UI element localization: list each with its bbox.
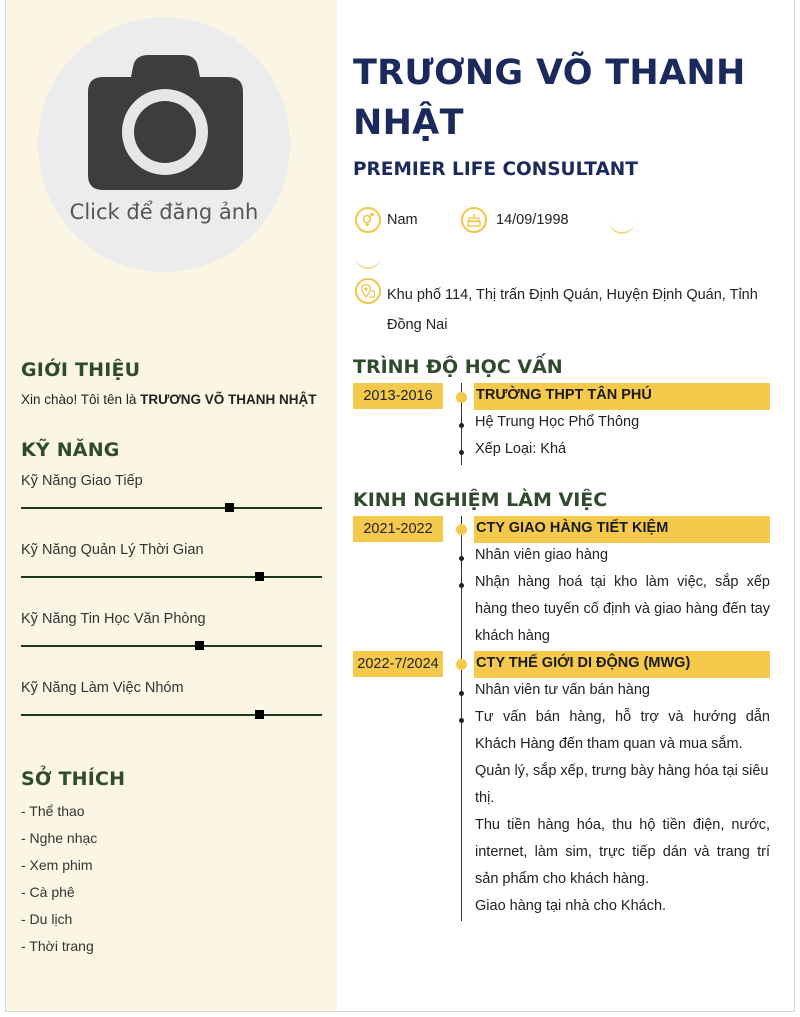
intro-title: GIỚI THIỆU <box>21 359 141 381</box>
intro-text <box>21 392 321 407</box>
education-detail: Xếp Loại: Khá <box>475 441 567 457</box>
cake-icon <box>461 207 487 233</box>
photo-upload[interactable] <box>38 17 290 272</box>
map-pin-icon <box>355 278 381 304</box>
job-description-extra: Quản lý, sắp xếp, trưng bày hàng hóa tại siêu thị. <box>475 763 769 806</box>
education-period: 2013-2016 <box>353 383 443 409</box>
skill-bar <box>21 576 322 578</box>
job-role: Nhân viên tư vấn bán hàng <box>475 682 650 698</box>
skill-label: Kỹ Năng Tin Học Văn Phòng <box>21 611 206 627</box>
experience-period: 2022-7/2024 <box>353 651 443 677</box>
skill-bar <box>21 507 322 509</box>
company-name: CTY GIAO HÀNG TIẾT KIỆM <box>476 520 669 536</box>
camera-icon <box>88 55 243 190</box>
bullet-dot <box>459 691 464 696</box>
bullet-dot <box>459 556 464 561</box>
hobby-item: - Xem phim <box>21 857 93 873</box>
hobbies-title: SỞ THÍCH <box>21 768 126 790</box>
skills-title: KỸ NĂNG <box>21 439 120 461</box>
hobby-item: - Du lịch <box>21 911 73 927</box>
skill-label: Kỹ Năng Quản Lý Thời Gian <box>21 542 204 558</box>
timeline-dot <box>456 392 467 403</box>
intro-text-name: TRƯƠNG VÕ THANH NHẬT <box>140 392 317 407</box>
hobby-item: - Thể thao <box>21 803 85 819</box>
job-role: Nhân viên giao hàng <box>475 547 609 563</box>
timeline-dot <box>456 659 467 670</box>
gender-value: Nam <box>387 212 418 228</box>
job-position: PREMIER LIFE CONSULTANT <box>353 159 638 180</box>
phone-icon <box>609 208 635 234</box>
company-name: CTY THẾ GIỚI DI ĐỘNG (MWG) <box>476 655 691 671</box>
skill-item <box>21 542 322 558</box>
skills-title-wrap <box>21 439 321 461</box>
company-header <box>474 516 770 543</box>
hobby-item: - Cà phê <box>21 884 75 900</box>
hobby-item: - Nghe nhạc <box>21 830 98 846</box>
skill-label: Kỹ Năng Làm Việc Nhóm <box>21 680 184 696</box>
skill-label: Kỹ Năng Giao Tiếp <box>21 473 143 489</box>
skill-level-handle[interactable] <box>255 710 264 719</box>
job-description: Nhận hàng hoá tại kho làm việc, sắp xếp hàng theo tuyến cố định và giao hàng đến tay khách hàng <box>475 574 770 644</box>
sidebar <box>6 0 337 1011</box>
skill-bar <box>21 714 322 716</box>
timeline-dot <box>456 524 467 535</box>
education-title: TRÌNH ĐỘ HỌC VẤN <box>353 356 563 378</box>
intro-text-prefix: Xin chào! Tôi tên là <box>21 392 141 407</box>
job-description-extra: Thu tiền hàng hóa, thu hộ tiền điện, nước, internet, làm sim, trực tiếp dán và trang trí sản phẩm cho khách hàng. <box>475 817 770 887</box>
hobby-item: - Thời trang <box>21 938 94 954</box>
skill-level-handle[interactable] <box>255 572 264 581</box>
bullet-dot <box>459 450 464 455</box>
experience-period: 2021-2022 <box>353 516 443 542</box>
company-header <box>474 651 770 678</box>
bullet-dot <box>459 718 464 723</box>
photo-upload-label: Click để đăng ảnh <box>69 200 259 224</box>
intro-section <box>21 359 321 407</box>
job-description-extra: Giao hàng tại nhà cho Khách. <box>475 898 667 914</box>
skill-item <box>21 611 322 627</box>
bullet-dot <box>459 583 464 588</box>
hobby-list <box>21 798 321 960</box>
skill-item <box>21 680 322 696</box>
gender-icon <box>355 207 381 233</box>
school-name: TRƯỜNG THPT TÂN PHÚ <box>476 387 652 403</box>
full-name: TRƯƠNG VÕ THANH NHẬT <box>353 53 746 143</box>
job-description: Tư vấn bán hàng, hỗ trợ và hướng dẫn Khách Hàng đến tham quan và mua sắm. <box>475 709 770 752</box>
birthday-value: 14/09/1998 <box>496 212 569 228</box>
school-header <box>474 383 770 410</box>
education-detail: Hệ Trung Học Phổ Thông <box>475 414 640 430</box>
skill-level-handle[interactable] <box>225 503 234 512</box>
hobbies-section <box>21 768 321 960</box>
skill-level-handle[interactable] <box>195 641 204 650</box>
experience-title: KINH NGHIỆM LÀM VIỆC <box>353 489 608 511</box>
skill-bar <box>21 645 322 647</box>
address-value: Khu phố 114, Thị trấn Định Quán, Huyện Định Quán, Tỉnh Đồng Nai <box>387 287 758 333</box>
bullet-dot <box>459 423 464 428</box>
email-icon <box>355 243 381 269</box>
skill-item <box>21 473 322 489</box>
